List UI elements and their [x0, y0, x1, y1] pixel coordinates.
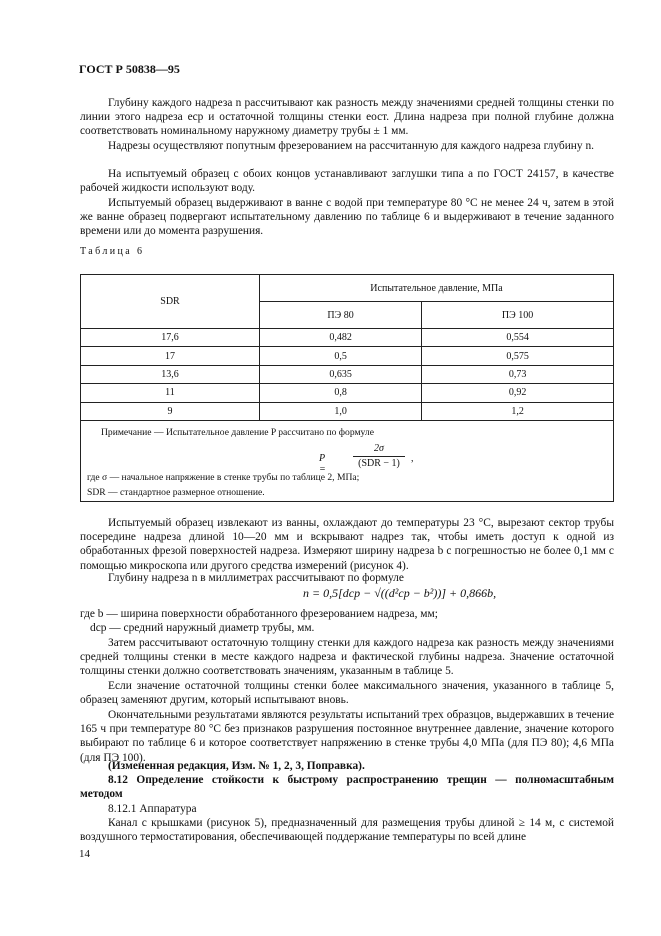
paragraph-where-b: где b — ширина поверхности обработанного фрезерованием надреза, мм; — [80, 608, 438, 620]
header-pe80: ПЭ 80 — [260, 302, 422, 329]
cell-sdr: 11 — [81, 384, 260, 402]
table-row — [81, 384, 614, 402]
header-pe100: ПЭ 100 — [422, 302, 614, 329]
cell-pe100: 0,73 — [422, 365, 614, 383]
cell-sdr: 9 — [81, 402, 260, 420]
note-where-sigma: где σ — начальное напряжение в стенке трубы по таблице 2, МПа; — [87, 471, 360, 483]
document-header: ГОСТ Р 50838—95 — [79, 62, 180, 76]
note-where-sdr: SDR — стандартное размерное отношение. — [87, 486, 265, 498]
header-test-pressure: Испытательное давление, МПа — [260, 275, 614, 302]
cell-pe100: 0,92 — [422, 384, 614, 402]
table-row — [81, 329, 614, 347]
header-sdr: SDR — [81, 275, 260, 329]
formula-lhs: P = — [319, 452, 326, 475]
paragraph-residual-thickness: Затем рассчитывают остаточную толщину стенки для каждого надреза как разность между значениями средней толщины стенки в месте каждого надреза и фактической глубины надреза. Значение остаточной толщины стенки должно соответствовать значениям, указанным в таблице 5. — [80, 637, 614, 678]
paragraph-caps: На испытуемый образец с обоих концов устанавливают заглушки типа а по ГОСТ 24157, в качестве рабочей жидкости используют воду. — [80, 168, 614, 195]
paragraph-final-results: Окончательными результатами являются результаты испытаний трех образцов, выдержавших в течение 165 ч при температуре 80 °С без признаков разрушения постоянное внутреннее давление, значение которого выбирают по таблице 6 и которое соответствует напряжению в стенке трубы 4,0 МПа (для ПЭ 80); 4,6 МПа (для ПЭ 100). — [80, 709, 614, 764]
page-number: 14 — [79, 848, 90, 860]
paragraph-depth-formula-intro: Глубину надреза n в миллиметрах рассчитывают по формуле — [108, 572, 404, 584]
table-row — [81, 402, 614, 420]
paragraph-replace-sample: Если значение остаточной толщины стенки более максимального значения, указанного в таблице 5, образец заменяют другим, который испытывают вновь. — [80, 680, 614, 707]
cell-pe80: 1,0 — [260, 402, 422, 420]
paragraph-bath: Испытуемый образец выдерживают в ванне с водой при температуре 80 °С не менее 24 ч, затем в этой же ванне образец подвергают испытательному давлению по таблице 6 и выдерживают в течение заданного времени или до момента разрушения. — [80, 197, 614, 238]
table-caption: Таблица 6 — [80, 246, 145, 257]
cell-pe100: 1,2 — [422, 402, 614, 420]
depth-formula: n = 0,5[dср − √((d²ср − b²))] + 0,866b, — [303, 586, 497, 600]
cell-sdr: 17,6 — [81, 329, 260, 347]
paragraph-channel: Канал с крышками (рисунок 5), предназначенный для размещения трубы длиной ≥ 14 м, с системой воздушного термостатирования, обеспечивающей поддержание температуры по всей длине — [80, 817, 614, 844]
cell-pe80: 0,5 — [260, 347, 422, 365]
note-intro: Примечание — Испытательное давление P рассчитано по формуле — [101, 426, 374, 438]
paragraph-notch-depth: Глубину каждого надреза n рассчитывают как разность между значениями средней толщины стенки по линии этого надреза eср и остаточной толщины стенки eост. Длина надреза при полной глубине должна соответствовать номинальному наружному диаметру трубы ± 1 мм. — [80, 97, 614, 138]
cell-pe80: 0,635 — [260, 365, 422, 383]
table-row — [81, 347, 614, 365]
subsection-heading-8-12-1: 8.12.1 Аппаратура — [108, 803, 197, 815]
section-heading-8-12: 8.12 Определение стойкости к быстрому распространению трещин — полномасштабным методом — [80, 774, 614, 801]
cell-pe100: 0,554 — [422, 329, 614, 347]
test-pressure-table — [80, 274, 614, 502]
fraction-bar — [353, 456, 405, 457]
amendment-note: (Измененная редакция, Изм. № 1, 2, 3, Поправка). — [108, 760, 365, 772]
paragraph-extract-sample: Испытуемый образец извлекают из ванны, охлаждают до температуры 23 °С, вырезают сектор трубы посередине надреза длиной 10—20 мм и вскрывают надрез так, чтобы иметь доступ к одной из обработанных фрезой поверхностей надреза. Измеряют ширину надреза b с погрешностью не более 0,1 мм с помощью микроскопа или другого средства измерений (рисунок 4). — [80, 517, 614, 572]
paragraph-where-d: dср — средний наружный диаметр трубы, мм. — [90, 622, 315, 634]
formula-denominator: (SDR − 1) — [358, 457, 400, 469]
cell-pe80: 0,8 — [260, 384, 422, 402]
cell-pe80: 0,482 — [260, 329, 422, 347]
table-row — [81, 365, 614, 383]
cell-sdr: 17 — [81, 347, 260, 365]
cell-sdr: 13,6 — [81, 365, 260, 383]
paragraph-milling: Надрезы осуществляют попутным фрезерованием на рассчитанную для каждого надреза глубину n. — [108, 140, 594, 152]
formula-numerator: 2σ — [374, 442, 384, 454]
table-note — [81, 420, 614, 501]
cell-pe100: 0,575 — [422, 347, 614, 365]
formula-comma: , — [411, 452, 414, 464]
